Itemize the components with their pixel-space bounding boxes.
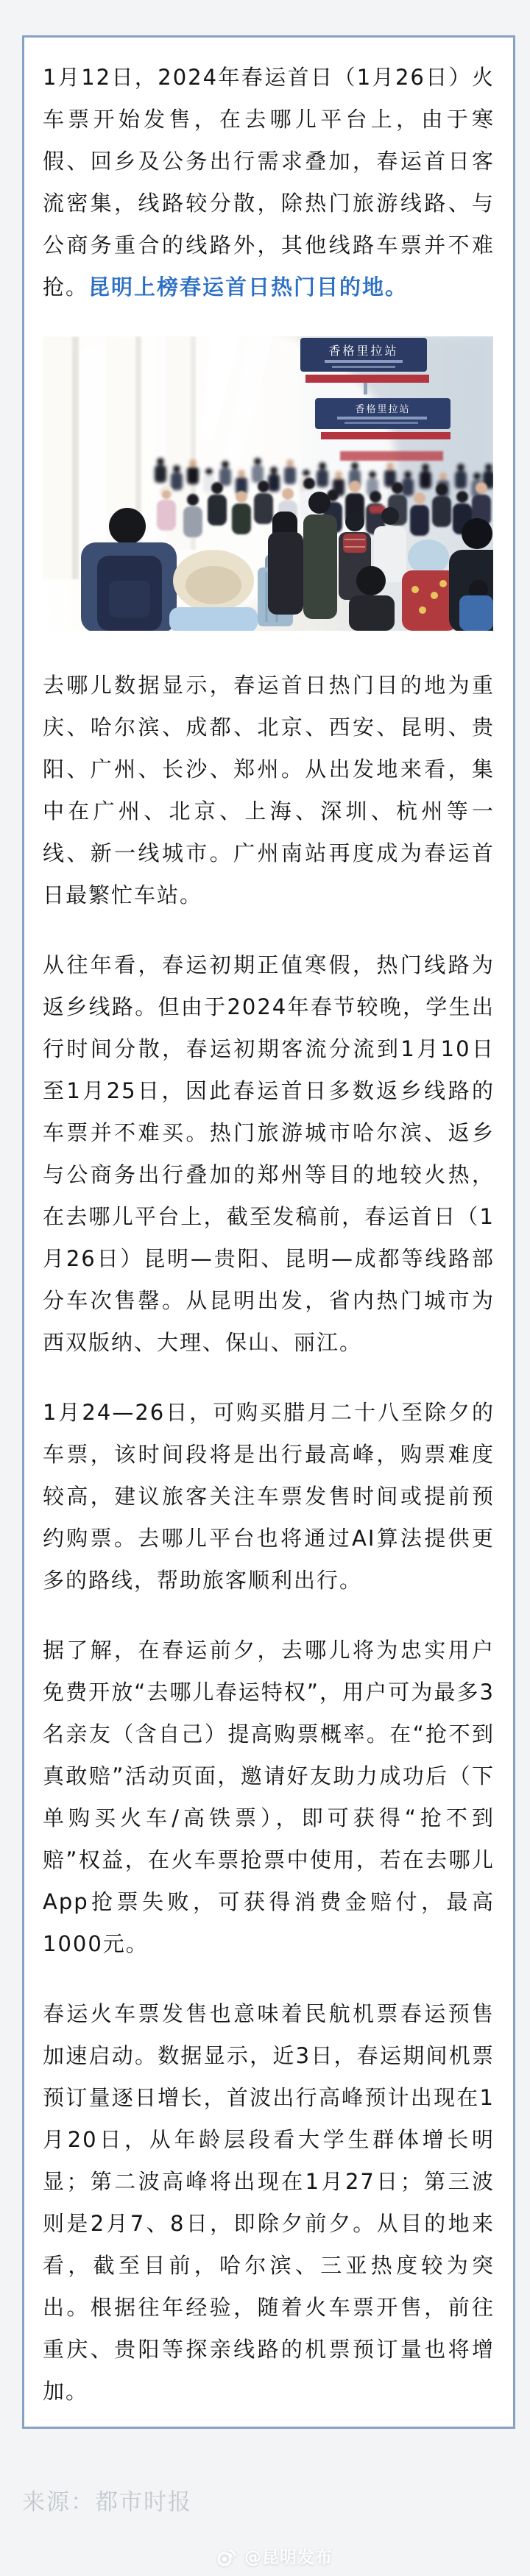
article-paragraph: 1月24—26日，可购买腊月二十八至除夕的车票，该时间段将是出行最高峰，购票难度较高，建议旅客关注车票发售时间或提前预约购票。去哪儿平台也将通过AI算法提供更多的路线，帮助旅客顺利出行。 xyxy=(43,1400,495,1593)
article-paragraph: 从往年看，春运初期正值寒假，热门线路为返乡线路。但由于2024年春节较晚，学生出行时间分散，春运初期客流分流到1月10日至1月25日，因此春运首日多数返乡线路的车票并不难买。热门旅游城市哈尔滨、返乡与公商务出行叠加的郑州等目的地较火热，在去哪儿平台上，截至发稿前，春运首日（1月26日）昆明—贵阳、昆明—成都等线路部分车次售罄。从昆明出发，省内热门城市为西双版纳、大理、保山、丽江。 xyxy=(43,952,495,1355)
intro-text: 1月12日，2024年春运首日（1月26日）火车票开始发售，在去哪儿平台上，由于寒假、回乡及公务出行需求叠加，春运首日客流密集，线路较分散，除热门旅游线路、与公商务重合的线路外，其他线路车票并不难抢。 xyxy=(43,65,495,300)
station-sign-text: 香格里拉站 xyxy=(328,344,399,358)
weibo-watermark xyxy=(216,2544,333,2568)
weibo-icon xyxy=(216,2545,239,2567)
highlight-sentence: 昆明上榜春运首日热门目的地。 xyxy=(88,275,409,300)
article-paragraph: 据了解，在春运前夕，去哪儿将为忠实用户免费开放“去哪儿春运特权”，用户可为最多3名亲友（含自己）提高购票概率。在“抢不到真敢赔”活动页面，邀请好友助力成功后（下单购买火车/高铁票），即可获得“抢不到赔”权益，在火车票抢票中使用，若在去哪儿App抢票失败，可获得消费金赔付，最高1000元。 xyxy=(43,1638,495,1956)
watermark-text: @昆明发布 xyxy=(244,2548,333,2567)
station-sign-text-small: 香格里拉站 xyxy=(355,404,411,415)
article-paragraph: 去哪儿数据显示，春运首日热门目的地为重庆、哈尔滨、成都、北京、西安、昆明、贵阳、广州、长沙、郑州。从出发地来看，集中在广州、北京、上海、深圳、杭州等一线、新一线城市。广州南站再度成为春运首日最繁忙车站。 xyxy=(43,673,495,907)
intro-paragraph xyxy=(43,57,495,308)
article-photo xyxy=(43,336,493,631)
station-crowd-illustration xyxy=(43,336,493,631)
article-paragraph: 春运火车票发售也意味着民航机票春运预售加速启动。数据显示，近3日，春运期间机票预订量逐日增长，首波出行高峰预计出现在1月20日，从年龄层段看大学生群体增长明显；第二波高峰将出现在1月27日；第三波则是2月7、8日，即除夕前夕。从目的地来看，截至目前，哈尔滨、三亚热度较为突出。根据往年经验，随着火车票开售，前往重庆、贵阳等探亲线路的机票预订量也将增加。 xyxy=(43,2001,495,2404)
source-label: 来源：都市时报 xyxy=(22,2489,192,2516)
article-card xyxy=(22,35,515,2429)
fur-hood-traveler xyxy=(169,550,258,631)
